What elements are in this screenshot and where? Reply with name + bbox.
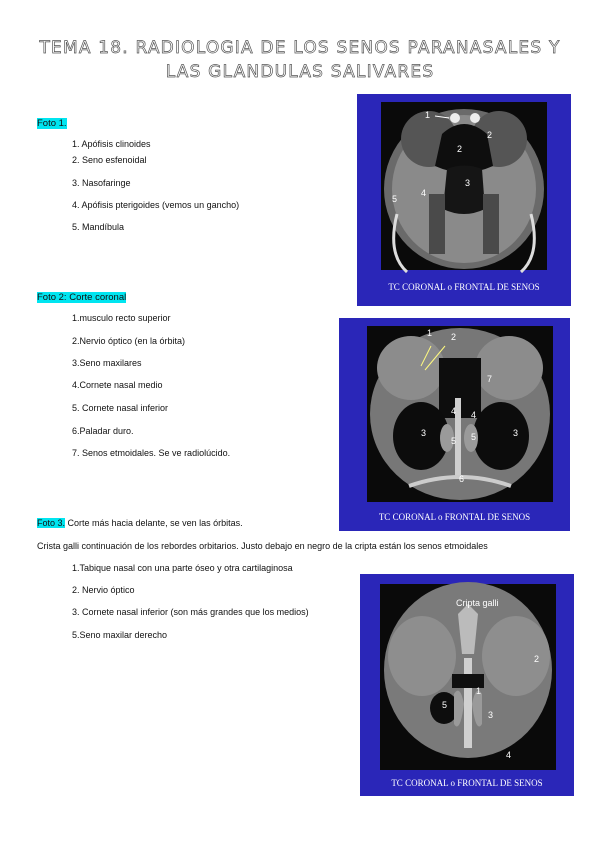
- ct2-mark-5b: 5: [471, 432, 477, 442]
- foto1-item-4: 4. Apófisis pterigoides (vemos un gancho): [72, 200, 240, 210]
- ct-image-3: [360, 574, 574, 796]
- ct1-mark-5: 5: [392, 194, 398, 204]
- foto1-item-3: 3. Nasofaringe: [72, 178, 131, 188]
- foto3-item-3: 3. Cornete nasal inferior (son más grandes que los medios): [72, 607, 309, 617]
- foto1-label-text: Foto 1.: [37, 118, 67, 129]
- ct3-mark-5: 5: [442, 700, 448, 710]
- ct2-mark-3b: 3: [513, 428, 519, 438]
- ct3-mark-2: 2: [534, 654, 540, 664]
- ct2-mark-4a: 4: [451, 406, 457, 416]
- ct2-mark-5a: 5: [451, 436, 457, 446]
- ct2-mark-7: 7: [487, 374, 493, 384]
- ct1-caption: TC CORONAL o FRONTAL DE SENOS: [388, 282, 540, 292]
- foto3-label-rest: Corte más hacia delante, se ven las órbitas.: [65, 518, 243, 528]
- foto1-item-2: 2. Seno esfenoidal: [72, 155, 147, 165]
- foto2-item-6: 6.Paladar duro.: [72, 426, 134, 436]
- ct3-mark-1: 1: [476, 686, 482, 696]
- ct2-caption: TC CORONAL o FRONTAL DE SENOS: [378, 512, 531, 522]
- foto3-paragraph: Crista galli continuación de los rebordes orbitarios. Justo debajo en negro de la cripta están los senos etmoidales: [37, 541, 488, 551]
- ct3-mark-3: 3: [488, 710, 494, 720]
- foto2-item-3: 3.Seno maxilares: [72, 358, 142, 368]
- ct2-mark-1: 1: [427, 328, 433, 338]
- foto1-item-1: 1. Apófisis clinoides: [72, 139, 151, 149]
- ct-image-1: [357, 94, 571, 306]
- ct-image-2: [339, 318, 570, 531]
- foto2-item-4: 4.Cornete nasal medio: [72, 380, 163, 390]
- foto2-item-7: 7. Senos etmoidales. Se ve radiolúcido.: [72, 448, 231, 458]
- foto2-item-2: 2.Nervio óptico (en la órbita): [72, 336, 186, 346]
- foto2-item-5: 5. Cornete nasal inferior: [72, 403, 169, 413]
- foto3-label: [37, 518, 243, 528]
- foto3-item-1: 1.Tabique nasal con una parte óseo y otra cartilaginosa: [72, 563, 293, 573]
- ct2-mark-2: 2: [451, 332, 457, 342]
- ct1-mark-2b: 2: [457, 144, 463, 154]
- title-line-1: TEMA 18. RADIOLOGIA DE LOS SENOS PARANASALES Y: [39, 38, 561, 58]
- ct1-mark-1: 1: [425, 110, 431, 120]
- title-line-2: LAS GLANDULAS SALIVARES: [165, 62, 435, 82]
- ct2-mark-6: 6: [459, 474, 465, 484]
- ct3-caption: TC CORONAL o FRONTAL DE SENOS: [391, 778, 543, 788]
- ct2-mark-3a: 3: [421, 428, 427, 438]
- foto2-label: [37, 292, 126, 303]
- page-title: [30, 36, 570, 84]
- foto1-item-5: 5. Mandíbula: [72, 222, 125, 232]
- foto2-label-text: Foto 2: Corte coronal: [37, 292, 127, 303]
- foto3-item-4: 5.Seno maxilar derecho: [72, 630, 168, 640]
- foto2-item-1: 1.musculo recto superior: [72, 313, 171, 323]
- ct2-mark-4b: 4: [471, 410, 477, 420]
- ct1-mark-4: 4: [421, 188, 427, 198]
- ct3-annotation: Cripta galli: [456, 598, 499, 608]
- foto1-label: [37, 118, 67, 129]
- ct1-mark-3: 3: [465, 178, 471, 188]
- foto3-item-2: 2. Nervio óptico: [72, 585, 135, 595]
- ct1-mark-2a: 2: [487, 130, 493, 140]
- ct3-mark-4: 4: [506, 750, 512, 760]
- foto3-label-text: Foto 3.: [37, 518, 66, 528]
